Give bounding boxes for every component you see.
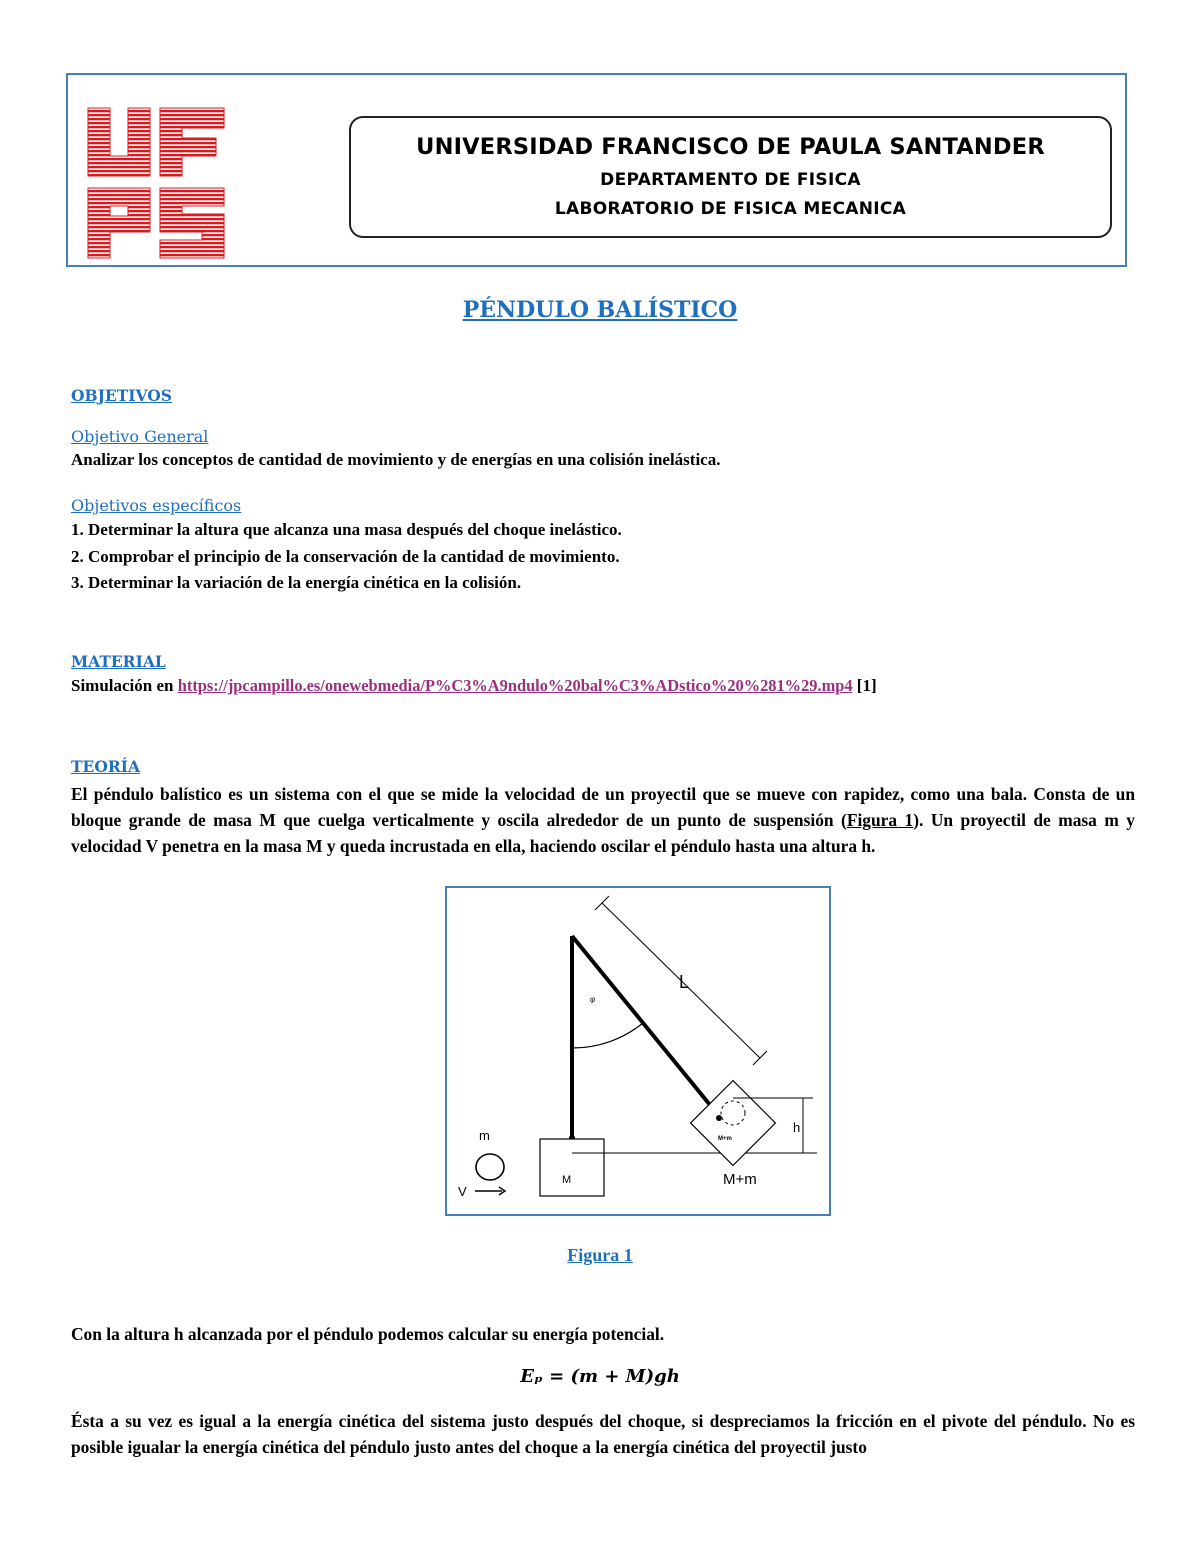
angle-label: φ bbox=[590, 995, 596, 1004]
material-line bbox=[71, 676, 877, 696]
swung-attach-point bbox=[716, 1115, 722, 1121]
figure-1-frame bbox=[445, 886, 831, 1216]
potential-energy-equation: Eₚ = (m + M)gh bbox=[520, 1366, 680, 1387]
figure-1-caption: Figura 1 bbox=[567, 1245, 633, 1265]
specific-objective-item: 2. Comprobar el principio de la conservación de la cantidad de movimiento. bbox=[71, 547, 620, 566]
simulation-link[interactable]: https://jpcampillo.es/onewebmedia/P%C3%A9ndulo%20bal%C3%ADstico%20%281%29.mp4 bbox=[177, 676, 853, 695]
document-title: PÉNDULO BALÍSTICO bbox=[462, 297, 738, 323]
block-M-label: M bbox=[562, 1174, 572, 1186]
angle-arc bbox=[572, 1023, 643, 1048]
kinetic-energy-paragraph: Ésta a su vez es igual a la energía cinética del sistema justo después del choque, si despreciamos la fricción en el pivote del péndulo. No es posible igualar la energía cinética del péndulo justo antes del choque a la energía cinética del proyectil justo bbox=[71, 1411, 1135, 1457]
specific-objective-item: 1. Determinar la altura que alcanza una masa después del choque inelástico. bbox=[71, 520, 622, 539]
velocity-label: V bbox=[458, 1184, 467, 1199]
length-label: L bbox=[679, 972, 690, 992]
potential-energy-text: Con la altura h alcanzada por el péndulo podemos calcular su energía potencial. bbox=[71, 1324, 665, 1344]
block-M bbox=[540, 1139, 604, 1196]
theory-paragraph bbox=[71, 781, 1135, 859]
ufps-logo bbox=[86, 106, 226, 260]
height-label: h bbox=[793, 1120, 801, 1135]
block-M-plus-m-label: M+m bbox=[723, 1171, 757, 1188]
general-objective-heading: Objetivo General bbox=[71, 427, 209, 446]
material-heading: MATERIAL bbox=[71, 652, 166, 671]
general-objective-text: Analizar los conceptos de cantidad de movimiento y de energías en una colisión inelástica. bbox=[71, 450, 721, 469]
theory-heading: TEORÍA bbox=[71, 757, 141, 776]
block-M-plus-m-small-label: M+m bbox=[718, 1136, 732, 1142]
projectile-mass-label: m bbox=[479, 1128, 490, 1143]
university-name: UNIVERSIDAD FRANCISCO DE PAULA SANTANDER bbox=[416, 134, 1045, 160]
ballistic-pendulum-diagram bbox=[447, 888, 829, 1214]
specific-objective-item: 3. Determinar la variación de la energía cinética en la colisión. bbox=[71, 573, 522, 592]
material-prefix: Simulación en bbox=[71, 676, 178, 695]
pendulum-swung-rod bbox=[572, 936, 719, 1116]
projectile bbox=[476, 1154, 504, 1180]
laboratory-name: LABORATORIO DE FISICA MECANICA bbox=[554, 199, 907, 219]
objectives-heading: OBJETIVOS bbox=[71, 386, 172, 405]
specific-objectives-heading: Objetivos específicos bbox=[71, 496, 242, 515]
institution-title-box bbox=[349, 116, 1112, 238]
figure-1-reference[interactable]: Figura 1 bbox=[846, 810, 914, 830]
material-reference: [1] bbox=[852, 676, 877, 695]
theory-text-b: ). Un proyectil de masa m y velocidad V penetra en la masa M y queda incrustada en ella, haciendo oscilar el péndulo hasta una altura h. bbox=[71, 810, 1135, 856]
theory-text-a: El péndulo balístico es un sistema con el que se mide la velocidad de un proyectil que se mueve con rapidez, como una bala. Consta de un bloque grande de masa M que cuelga verticalmente y oscila alrededor de un punto de suspensión ( bbox=[71, 784, 1135, 830]
department-name: DEPARTAMENTO DE FISICA bbox=[600, 170, 861, 190]
